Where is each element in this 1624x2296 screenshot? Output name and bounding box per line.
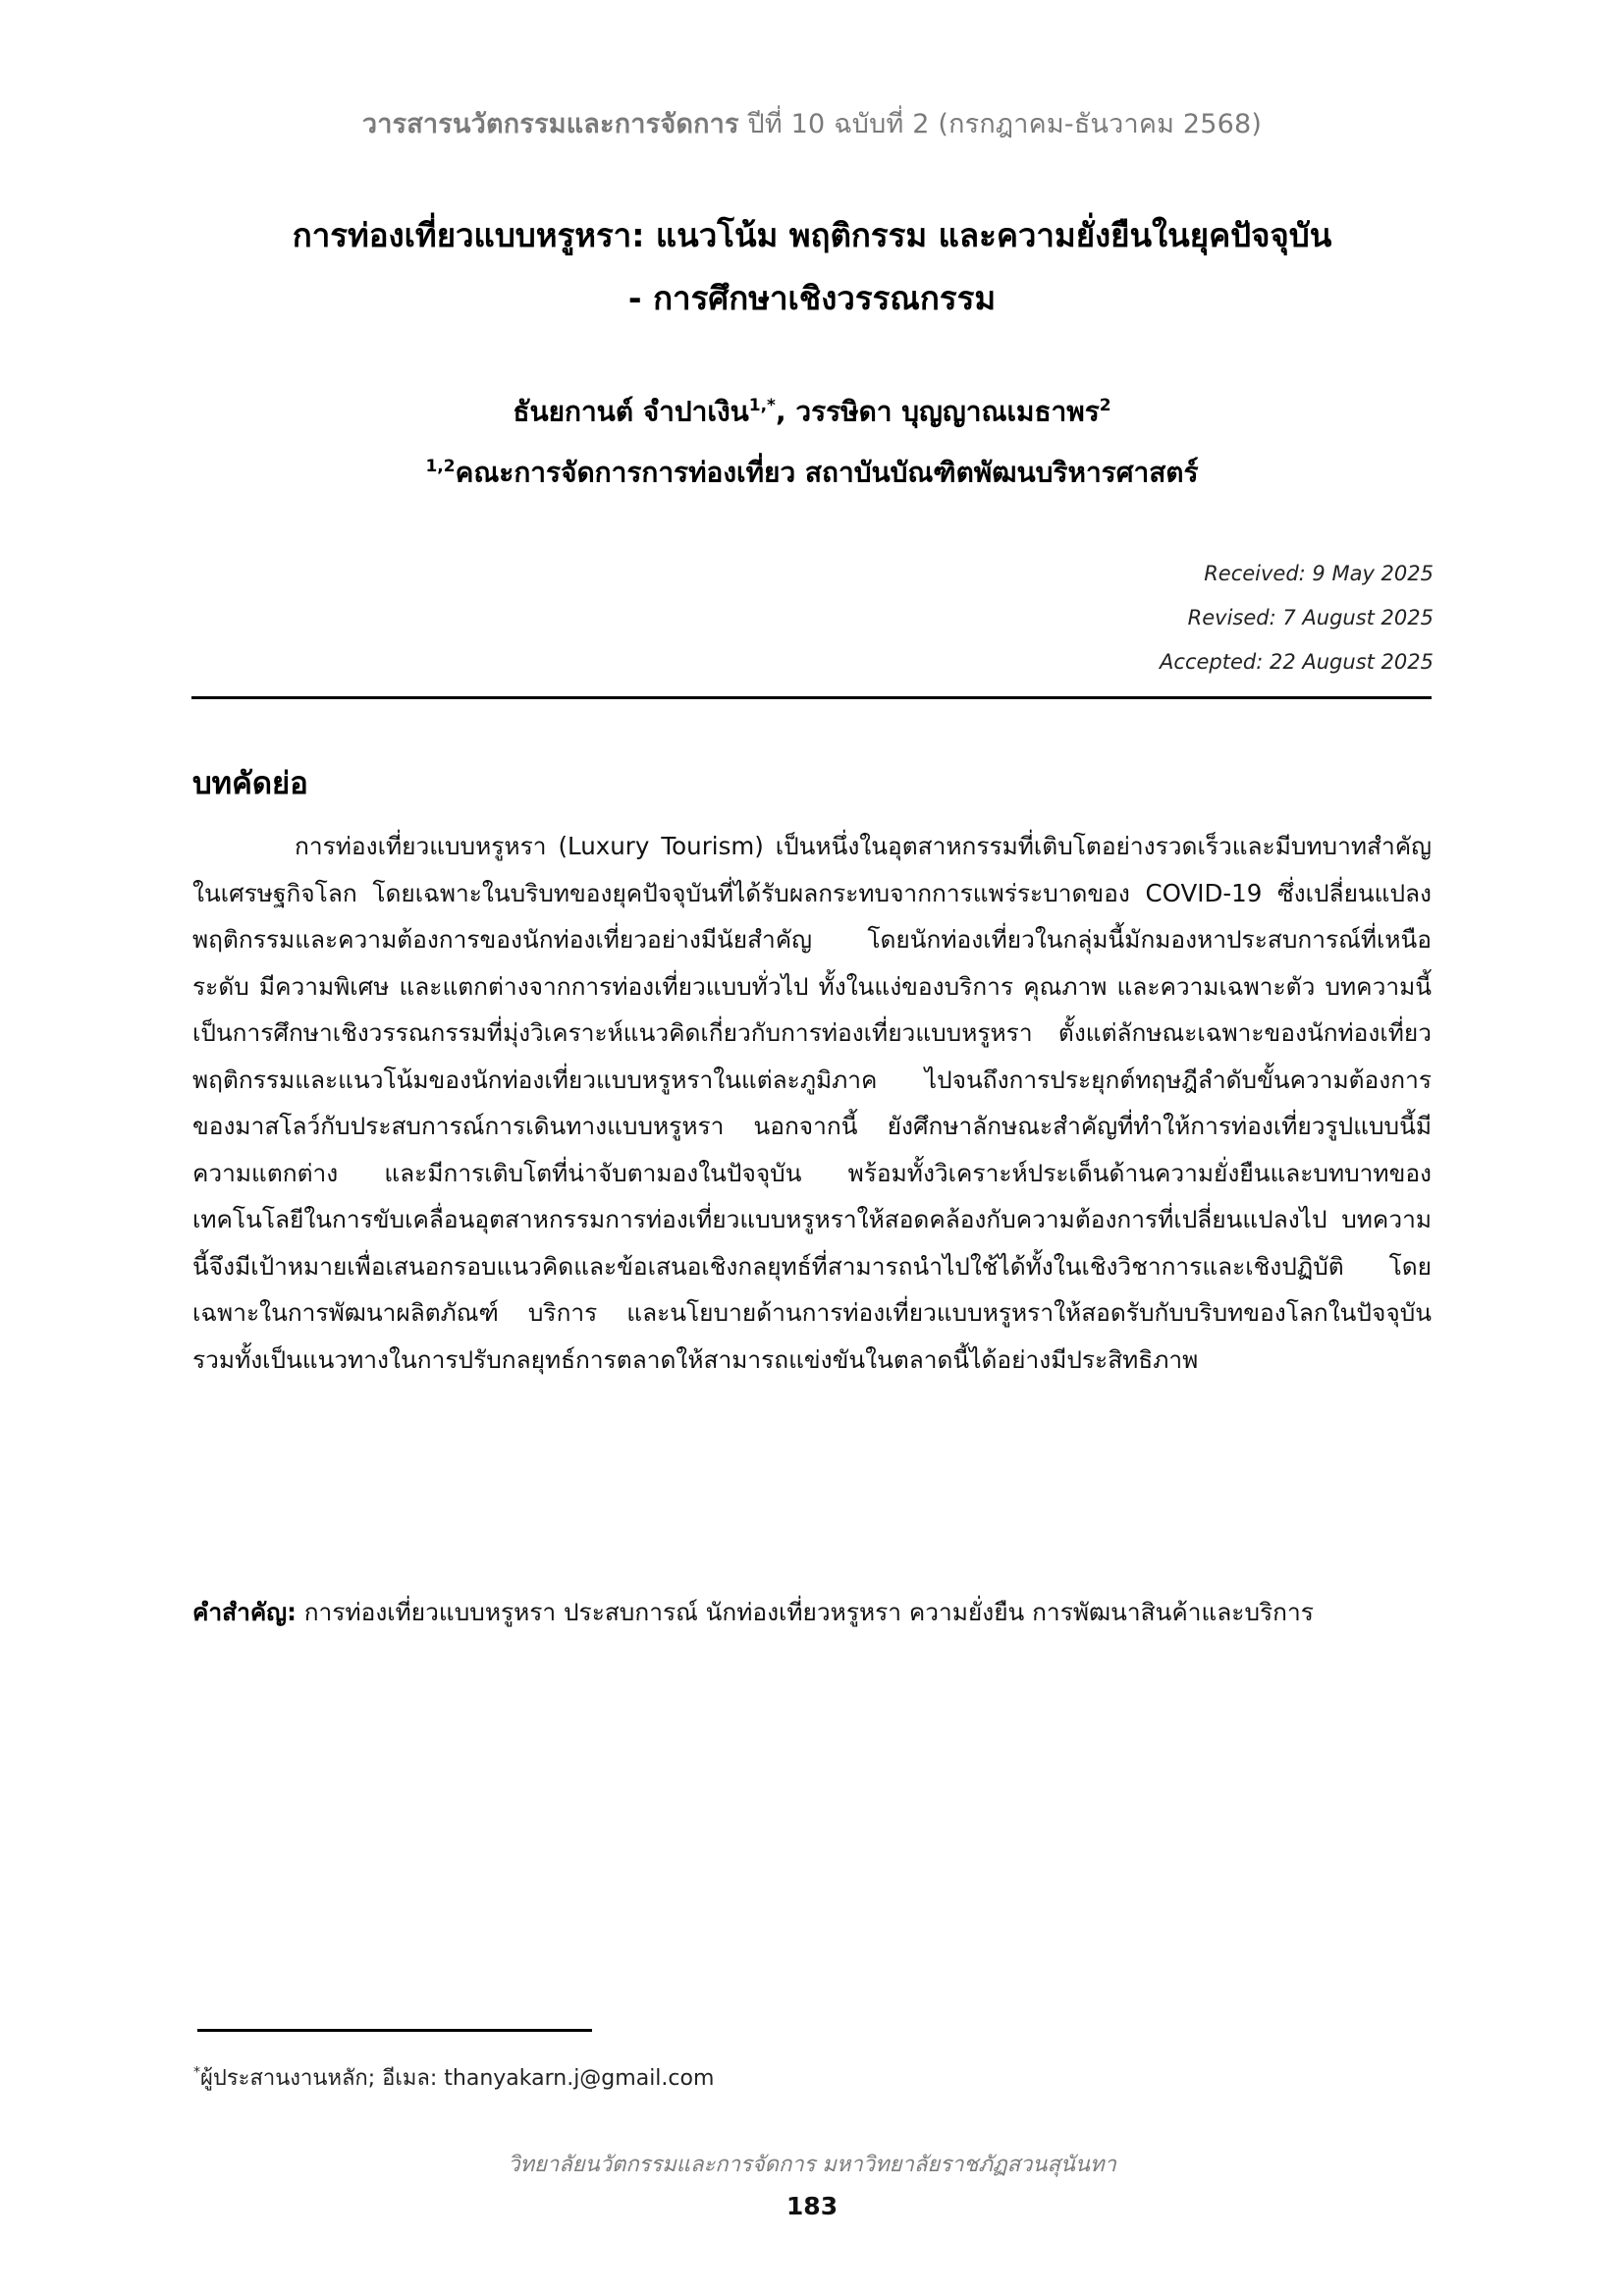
author-separator: ,	[775, 395, 796, 428]
keywords-label: คำสำคัญ:	[192, 1598, 297, 1626]
affiliation	[0, 439, 1624, 500]
title-line-1: การท่องเที่ยวแบบหรูหรา: แนวโน้ม พฤติกรรม และความยั่งยืนในยุคปัจจุบัน	[292, 216, 1332, 254]
running-header	[0, 102, 1624, 144]
page-number: 183	[785, 2192, 839, 2220]
journal-name: วารสารนวัตกรรมและการจัดการ	[361, 109, 739, 139]
footnote	[193, 2060, 714, 2095]
affiliation-marker: 1,2	[425, 457, 456, 477]
received-date: Received: 9 May 2025	[1204, 562, 1434, 585]
submission-dates	[1160, 552, 1434, 684]
author-affiliation-marker: 1,*	[748, 396, 776, 415]
running-footer: วิทยาลัยนวัตกรรมและการจัดการ มหาวิทยาลัยราชภัฏสวนสุนันทา	[508, 2153, 1116, 2177]
accepted-date: Accepted: 22 August 2025	[1160, 650, 1434, 674]
author-name: วรรษิดา บุญญาณเมธาพร	[795, 395, 1100, 428]
footnote-divider	[197, 2029, 592, 2032]
footnote-marker: *	[193, 2064, 200, 2081]
header-divider	[191, 696, 1432, 699]
author-affiliation-marker: 2	[1099, 396, 1111, 415]
issue-info: ปีที่ 10 ฉบับที่ 2 (กรกฎาคม-ธันวาคม 2568)	[747, 109, 1263, 139]
keywords	[192, 1593, 1432, 1632]
article-title	[0, 204, 1624, 330]
affiliation-text: คณะการจัดการการท่องเที่ยว สถาบันบัณฑิตพัฒนบริหารศาสตร์	[455, 456, 1199, 489]
author-name: ธันยกานต์ จำปาเงิน	[513, 395, 749, 428]
revised-date: Revised: 7 August 2025	[1187, 606, 1434, 629]
authors-block	[0, 378, 1624, 501]
title-line-2: - การศึกษาเชิงวรรณกรรม	[627, 279, 997, 317]
footnote-text: ผู้ประสานงานหลัก; อีเมล: thanyakarn.j@gmail.com	[200, 2066, 715, 2091]
abstract-body: การท่องเที่ยวแบบหรูหรา (Luxury Tourism) เป็นหนึ่งในอุตสาหกรรมที่เติบโตอย่างรวดเร็วและมีบทบาทสำคัญในเศรษฐกิจโลก โดยเฉพาะในบริบทของยุคปัจจุบันที่ได้รับผลกระทบจากการแพร่ระบาดของ COVID-19 ซึ่งเปลี่ยนแปลงพฤติกรรมและความต้องการของนักท่องเที่ยวอย่างมีนัยสำคัญ โดยนักท่องเที่ยวในกลุ่มนี้มักมองหาประสบการณ์ที่เหนือระดับ มีความพิเศษ และแตกต่างจากการท่องเที่ยวแบบทั่วไป ทั้งในแง่ของบริการ คุณภาพ และความเฉพาะตัว บทความนี้เป็นการศึกษาเชิงวรรณกรรมที่มุ่งวิเคราะห์แนวคิดเกี่ยวกับการท่องเที่ยวแบบหรูหรา ตั้งแต่ลักษณะเฉพาะของนักท่องเที่ยว พฤติกรรมและแนวโน้มของนักท่องเที่ยวแบบหรูหราในแต่ละภูมิภาค ไปจนถึงการประยุกต์ทฤษฎีลำดับขั้นความต้องการของมาสโลว์กับประสบการณ์การเดินทางแบบหรูหรา นอกจากนี้ ยังศึกษาลักษณะสำคัญที่ทำให้การท่องเที่ยวรูปแบบนี้มีความแตกต่าง และมีการเติบโตที่น่าจับตามองในปัจจุบัน พร้อมทั้งวิเคราะห์ประเด็นด้านความยั่งยืนและบทบาทของเทคโนโลยีในการขับเคลื่อนอุตสาหกรรมการท่องเที่ยวแบบหรูหราให้สอดคล้องกับความต้องการที่เปลี่ยนแปลงไป บทความนี้จึงมีเป้าหมายเพื่อเสนอกรอบแนวคิดและข้อเสนอเชิงกลยุทธ์ที่สามารถนำไปใช้ได้ทั้งในเชิงวิชาการและเชิงปฏิบัติ โดยเฉพาะในการพัฒนาผลิตภัณฑ์ บริการ และนโยบายด้านการท่องเที่ยวแบบหรูหราให้สอดรับกับบริบทของโลกในปัจจุบัน รวมทั้งเป็นแนวทางในการปรับกลยุทธ์การตลาดให้สามารถแข่งขันในตลาดนี้ได้อย่างมีประสิทธิภาพ	[192, 832, 1432, 1374]
author-list	[0, 378, 1624, 439]
keywords-text: การท่องเที่ยวแบบหรูหรา ประสบการณ์ นักท่องเที่ยวหรูหรา ความยั่งยืน การพัฒนาสินค้าและบริการ	[296, 1598, 1314, 1626]
abstract-heading: บทคัดย่อ	[192, 766, 308, 801]
